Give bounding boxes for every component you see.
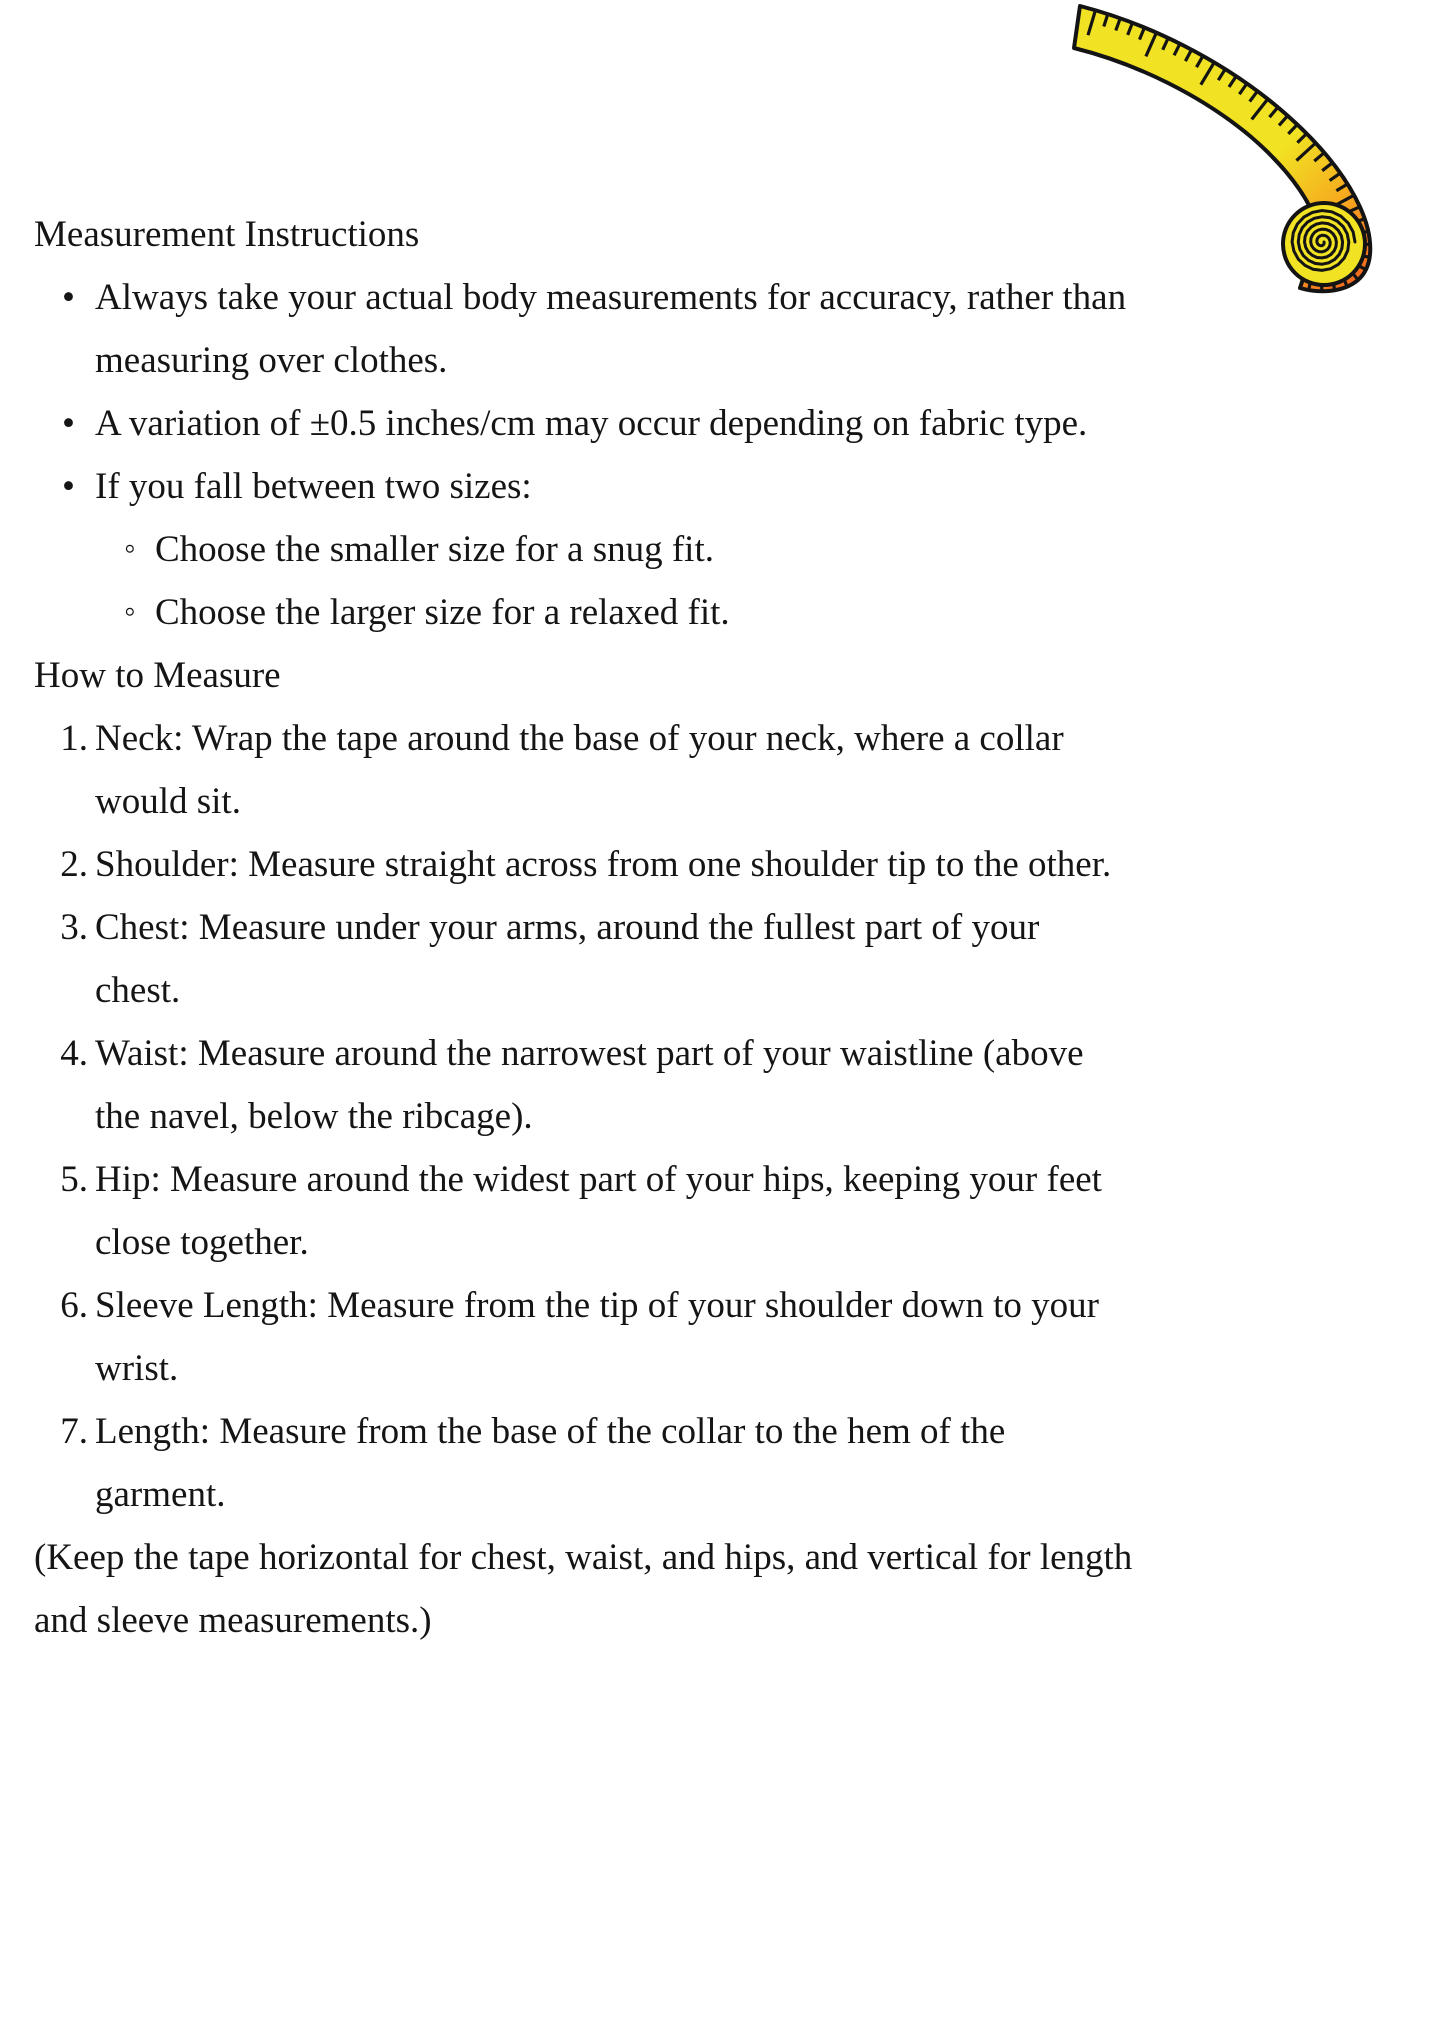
numbered-item <box>34 1400 1394 1526</box>
item-text <box>155 518 1394 581</box>
item-text <box>95 896 1394 1022</box>
instructions-section <box>34 203 1394 1652</box>
text-line: Chest: Measure under your arms, around the fullest part of your <box>95 907 1040 948</box>
item-number: 2. <box>60 844 88 885</box>
item-text <box>95 392 1394 455</box>
text-line: Neck: Wrap the tape around the base of your neck, where a collar <box>95 718 1064 759</box>
item-number: 5. <box>60 1159 88 1200</box>
numbered-item <box>34 1274 1394 1400</box>
numbered-item <box>34 833 1394 896</box>
sub-bullet-item <box>34 581 1394 644</box>
item-text <box>95 707 1394 833</box>
numbered-list <box>34 707 1394 1526</box>
text-line: Shoulder: Measure straight across from one shoulder tip to the other. <box>95 844 1112 885</box>
text-line: garment. <box>95 1474 226 1515</box>
item-number: 3. <box>60 907 88 948</box>
item-text <box>95 1022 1394 1148</box>
text-line: A variation of ±0.5 inches/cm may occur depending on fabric type. <box>95 403 1088 444</box>
numbered-item <box>34 1022 1394 1148</box>
text-line: Length: Measure from the base of the collar to the hem of the <box>95 1411 1006 1452</box>
sub-bullet-marker: ◦ <box>124 531 136 567</box>
text-line: Choose the larger size for a relaxed fit. <box>155 592 730 633</box>
text-line: Waist: Measure around the narrowest part of your waistline (above <box>95 1033 1084 1074</box>
bullet-marker: • <box>62 277 75 318</box>
numbered-item <box>34 707 1394 833</box>
bullet-item <box>34 455 1394 518</box>
section-heading: How to Measure <box>34 655 281 696</box>
item-text <box>95 455 1394 518</box>
numbered-item <box>34 1148 1394 1274</box>
text-line: chest. <box>95 970 181 1011</box>
note-line: and sleeve measurements.) <box>34 1600 432 1641</box>
sub-bullet-item <box>34 518 1394 581</box>
bullet-marker: • <box>62 466 75 507</box>
item-text <box>95 833 1394 896</box>
item-text <box>95 1274 1394 1400</box>
item-number: 7. <box>60 1411 88 1452</box>
note-line: (Keep the tape horizontal for chest, waist, and hips, and vertical for length <box>34 1537 1133 1578</box>
item-text <box>95 1148 1394 1274</box>
item-number: 6. <box>60 1285 88 1326</box>
text-line: would sit. <box>95 781 241 822</box>
page-title: Measurement Instructions <box>34 214 420 255</box>
item-text <box>95 1400 1394 1526</box>
text-line: Hip: Measure around the widest part of your hips, keeping your feet <box>95 1159 1102 1200</box>
measuring-tape-icon <box>1072 0 1420 302</box>
sub-bullet-marker: ◦ <box>124 594 136 630</box>
text-line: wrist. <box>95 1348 179 1389</box>
item-text <box>155 581 1394 644</box>
numbered-item <box>34 896 1394 1022</box>
bullet-item <box>34 392 1394 455</box>
text-line: measuring over clothes. <box>95 340 448 381</box>
item-number: 1. <box>60 718 88 759</box>
text-line: the navel, below the ribcage). <box>95 1096 533 1137</box>
bullet-list <box>34 266 1394 644</box>
text-line: Always take your actual body measurements for accuracy, rather than <box>95 277 1127 318</box>
text-line: Sleeve Length: Measure from the tip of your shoulder down to your <box>95 1285 1099 1326</box>
measurement-note <box>34 1526 1394 1652</box>
item-number: 4. <box>60 1033 88 1074</box>
bullet-marker: • <box>62 403 75 444</box>
text-line: close together. <box>95 1222 309 1263</box>
text-line: If you fall between two sizes: <box>95 466 532 507</box>
text-line: Choose the smaller size for a snug fit. <box>155 529 714 570</box>
